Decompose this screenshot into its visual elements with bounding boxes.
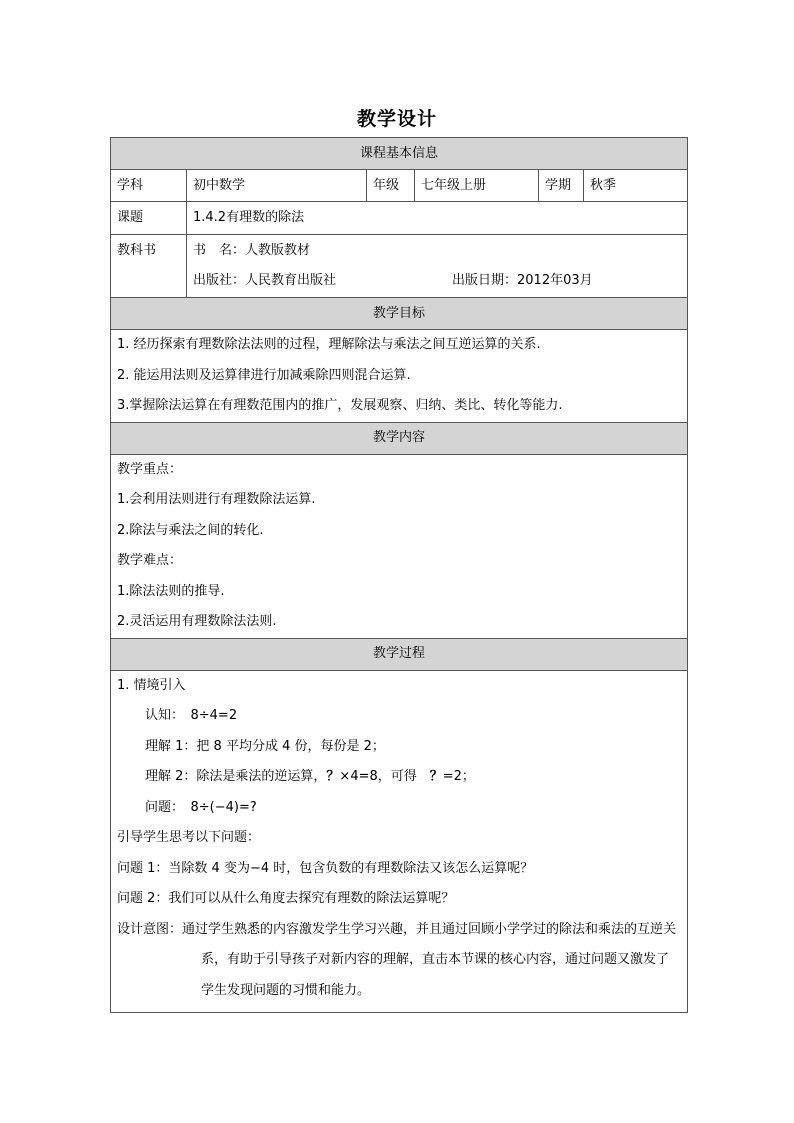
textbook-label: 教科书: [111, 235, 187, 298]
key-point-item: 2.除法与乘法之间的转化.: [117, 522, 264, 538]
publication-date: 出版日期：2012年03月: [452, 273, 593, 289]
section-header-process: [111, 638, 688, 670]
recognize-line: 认知： 8÷4=2: [145, 708, 238, 724]
key-point-item: 1.会利用法则进行有理数除法运算.: [117, 492, 316, 508]
term-label: 学期: [539, 170, 584, 202]
understand2-text-b: ×4=8，可得: [339, 769, 430, 785]
understand2-text-a: 理解 2：除法是乘法的逆运算，: [145, 769, 327, 785]
section-header-content: [111, 422, 688, 454]
section-header-basic-info: [111, 138, 688, 170]
section-header-objectives: [111, 298, 688, 330]
subject-label: 学科: [111, 170, 187, 202]
textbook-info: [187, 235, 688, 298]
objective-item: 2. 能运用法则及运算律进行加减乘除四则混合运算.: [117, 367, 411, 383]
difficult-points-label: 教学难点：: [117, 553, 183, 569]
textbook-row: [111, 235, 688, 298]
understand2-text-c: =2；: [442, 769, 475, 785]
publisher-line: [193, 266, 681, 297]
grade-label: 年级: [367, 170, 415, 202]
content-list: [111, 454, 688, 638]
topic-value: 1.4.2有理数的除法: [187, 202, 688, 235]
lesson-plan-table: [110, 137, 688, 1013]
process-row: [111, 670, 688, 1013]
publisher: 出版社：人民教育出版社: [193, 273, 337, 289]
step-heading: 1. 情境引入: [117, 677, 186, 693]
section-title: 教学过程: [111, 638, 688, 670]
objective-item: 1. 经历探索有理数除法法则的过程，理解除法与乘法之间互逆运算的关系.: [117, 337, 541, 353]
question-2: 问题 2：我们可以从什么角度去探究有理数的除法运算呢？: [117, 891, 455, 907]
question-mark: ？: [326, 769, 340, 785]
book-name: 书 名：人教版教材: [193, 242, 311, 258]
understand-line-1: 理解 1：把 8 平均分成 4 份，每份是 2；: [145, 738, 385, 754]
section-title: 课程基本信息: [111, 138, 688, 170]
question-line: 问题： 8÷(−4)=?: [145, 799, 257, 815]
objective-item: 3.掌握除法运算在有理数范围内的推广，发展观察、归纳、类比、转化等能力.: [117, 398, 563, 414]
content-row: [111, 454, 688, 638]
document-title: 教学设计: [356, 108, 437, 130]
grade-value: 七年级上册: [415, 170, 539, 202]
question-1: 问题 1：当除数 4 变为−4 时，包含负数的有理数除法又该怎么运算呢？: [117, 860, 534, 876]
subject-value: 初中数学: [187, 170, 367, 202]
key-points-label: 教学重点：: [117, 461, 183, 477]
understand-line-2: [117, 762, 681, 793]
info-row: [111, 170, 688, 202]
design-intent: 设计意图：通过学生熟悉的内容激发学生学习兴趣，并且通过回顾小学学过的除法和乘法的互逆关系，有助于引导孩子对新内容的理解，直击本节课的核心内容，通过问题又激发了学生发现问题的习惯和能力。: [117, 921, 677, 998]
objectives-row: [111, 330, 688, 423]
objectives-list: [111, 330, 688, 423]
difficult-point-item: 1.除法法则的推导.: [117, 583, 225, 599]
difficult-point-item: 2.灵活运用有理数除法法则.: [117, 614, 277, 630]
guide-line: 引导学生思考以下问题：: [117, 830, 261, 846]
topic-label: 课题: [111, 202, 187, 235]
section-title: 教学内容: [111, 422, 688, 454]
section-title: 教学目标: [111, 298, 688, 330]
topic-row: [111, 202, 688, 235]
term-value: 秋季: [584, 170, 688, 202]
process-list: [111, 670, 688, 1013]
question-mark: ？: [429, 769, 443, 785]
